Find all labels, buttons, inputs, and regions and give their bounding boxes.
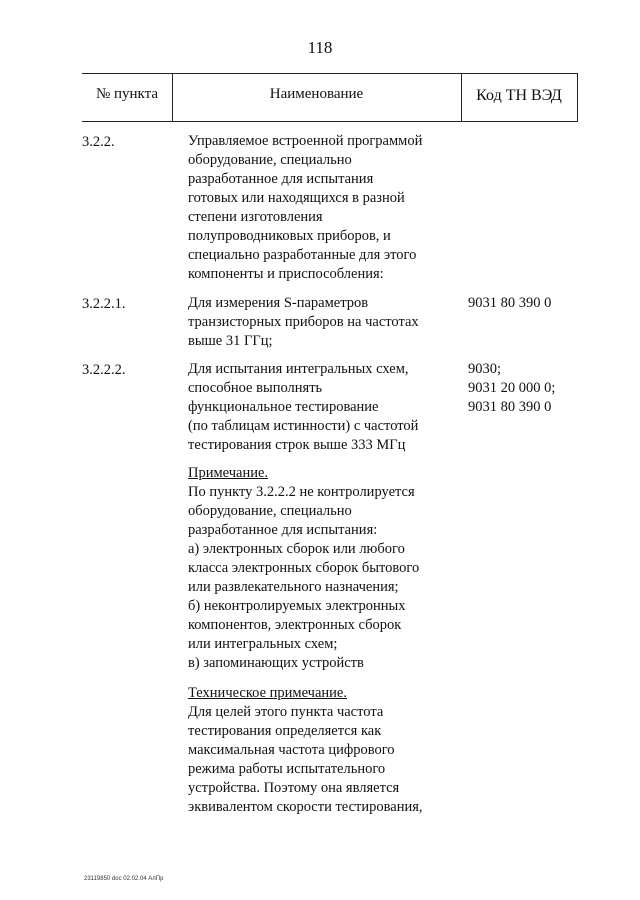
row-text: Управляемое встроенной программой оборудование, специально разработанное для испытания готовых или находящихся в разной степени изготовления полупроводниковых приборов, и специально разработанные для этого компоненты и приспособления: — [188, 133, 423, 282]
tech-note-text: Для целей этого пункта частота тестирования определяется как максимальная частота цифрового режима работы испытательного устройства. Поэтому она является эквивалентом скорости тестирования, — [188, 704, 423, 815]
row-code: 9030; 9031 20 000 0; 9031 80 390 0 — [468, 361, 556, 415]
note-text: По пункту 3.2.2.2 не контролируется оборудование, специально разработанное для испытания: а) электронных сборок или любого класса электронных сборок бытового или развлекательного назначения; б) неконтролируемых электронных компонентов, электронных сборок или интегральных схем; в) запоминающих устройств — [188, 484, 420, 671]
row-text: Для измерения S-параметров транзисторных приборов на частотах выше 31 ГГц; — [188, 295, 419, 349]
row-text: Для испытания интегральных схем, способное выполнять функциональное тестирование (по таблицам истинности) с частотой тестирования строк выше 333 МГц — [188, 361, 419, 453]
header-code: Код ТН ВЭД — [476, 87, 562, 104]
tech-note-title: Техническое примечание. — [188, 685, 347, 701]
row-code: 9031 80 390 0 — [468, 295, 552, 311]
header-bottom-rule — [82, 121, 578, 122]
footer-doc-id: 23119850 doc 02.02.04 АлПр — [84, 876, 164, 882]
row-number: 3.2.2. — [82, 134, 115, 150]
header-name: Наименование — [269, 86, 364, 102]
page-number: 118 — [307, 38, 333, 57]
row-number: 3.2.2.2. — [82, 362, 126, 378]
header-number: № пункта — [95, 86, 159, 102]
header-divider — [577, 73, 578, 122]
row-number: 3.2.2.1. — [82, 296, 126, 312]
note-title: Примечание. — [188, 465, 269, 481]
header-top-rule — [82, 73, 578, 74]
